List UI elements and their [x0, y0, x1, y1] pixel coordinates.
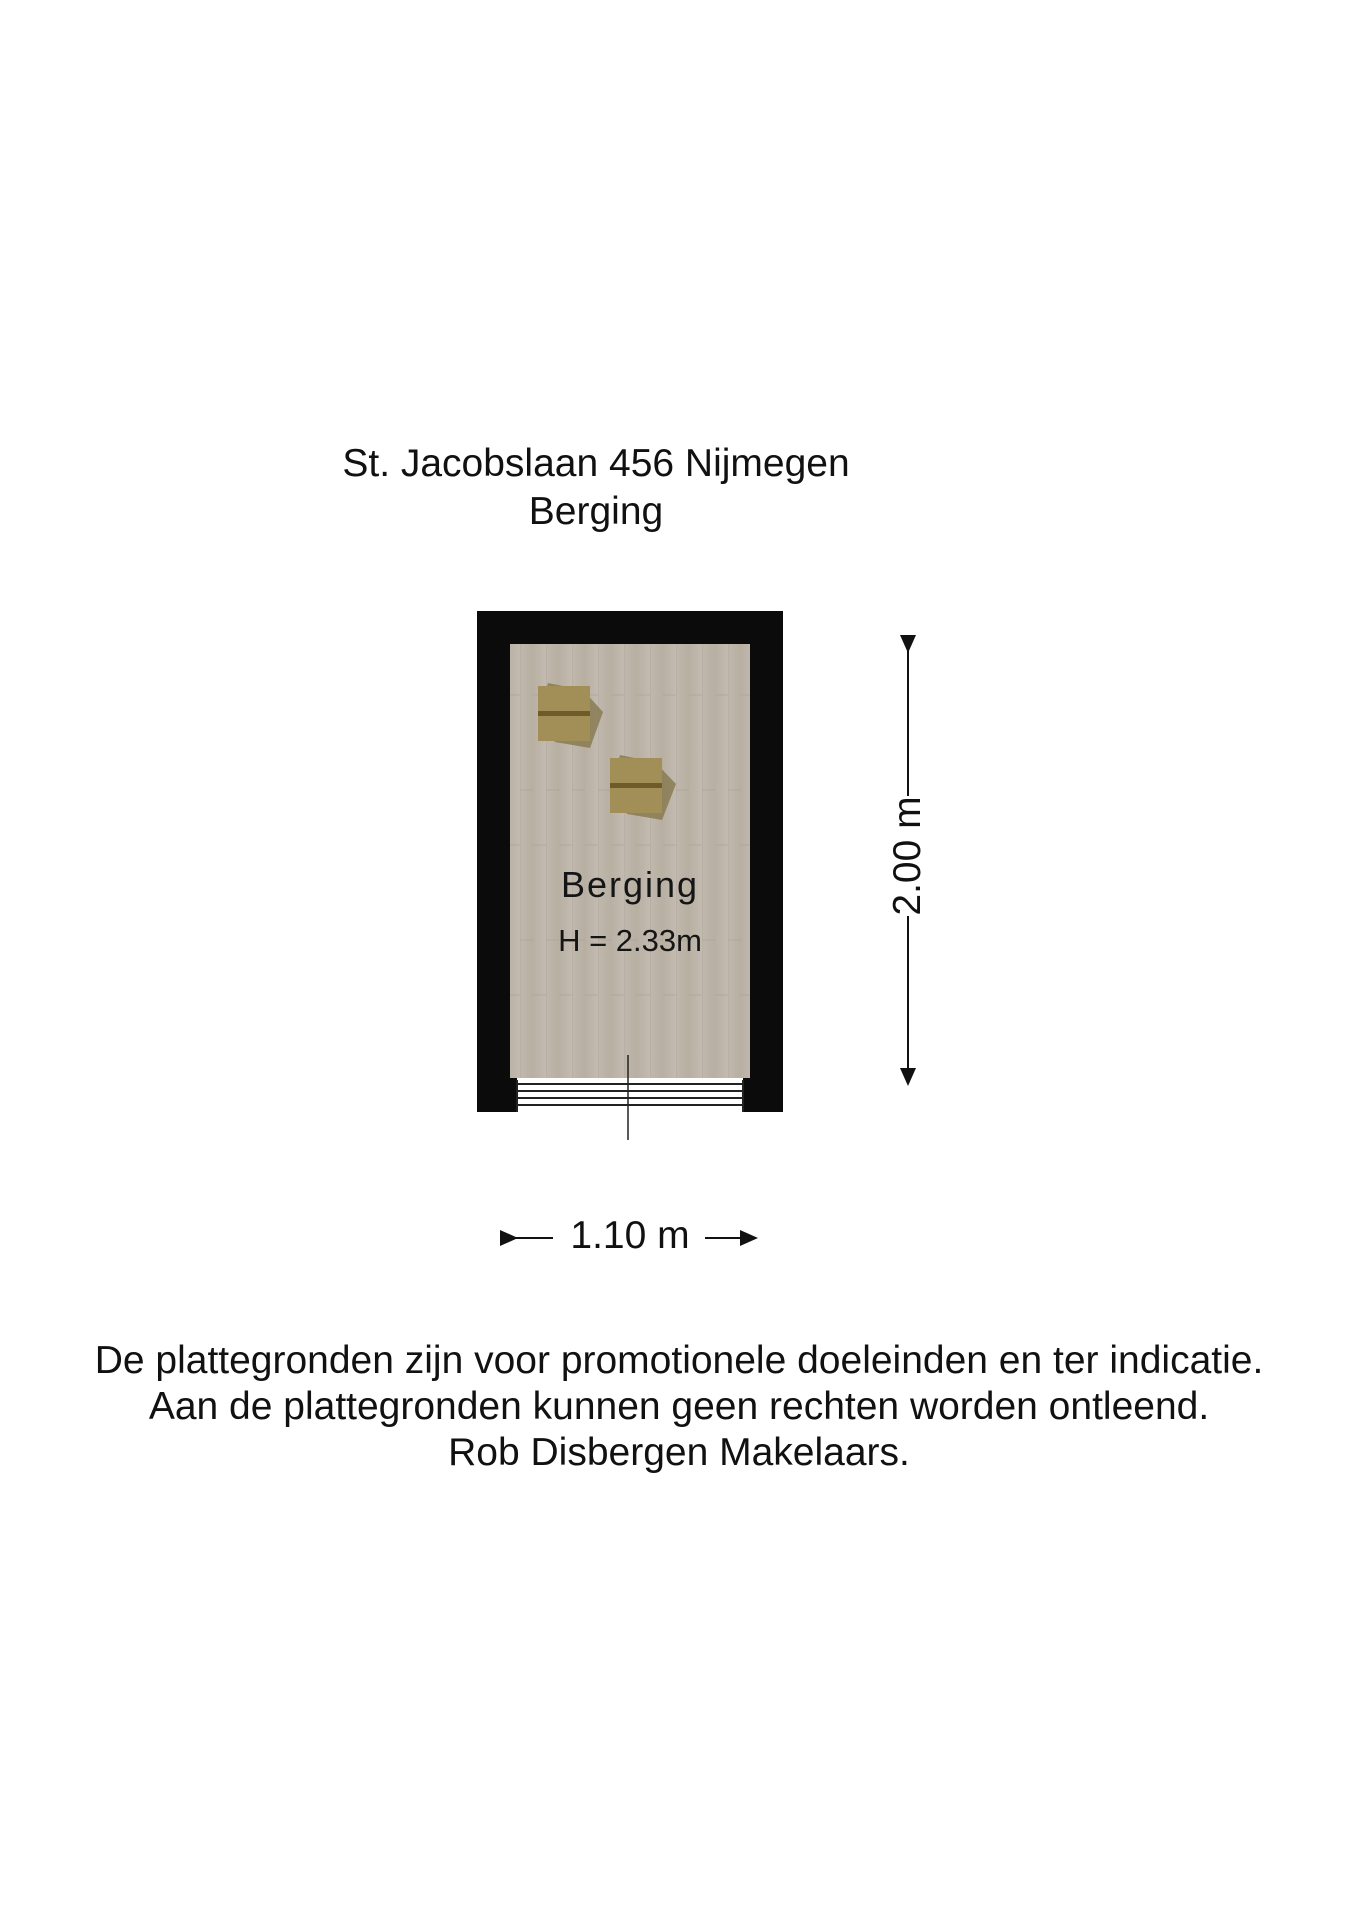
disclaimer-line: Aan de plattegronden kunnen geen rechten worden ontleend. — [148, 1385, 1210, 1428]
room-name: Berging — [560, 864, 700, 905]
company-name: Rob Disbergen Makelaars. — [448, 1431, 910, 1474]
disclaimer-line: De plattegronden zijn voor promotionele doeleinden en ter indicatie. — [94, 1339, 1264, 1382]
floor-title: Berging — [528, 490, 664, 533]
room-walls — [477, 611, 783, 1112]
address-title: St. Jacobslaan 456 Nijmegen — [342, 442, 850, 485]
disclaimer — [0, 1338, 1358, 1476]
width-label: 1.10 m — [570, 1214, 690, 1257]
length-label: 2.00 m — [886, 796, 929, 916]
room-height: H = 2.33m — [558, 923, 702, 958]
